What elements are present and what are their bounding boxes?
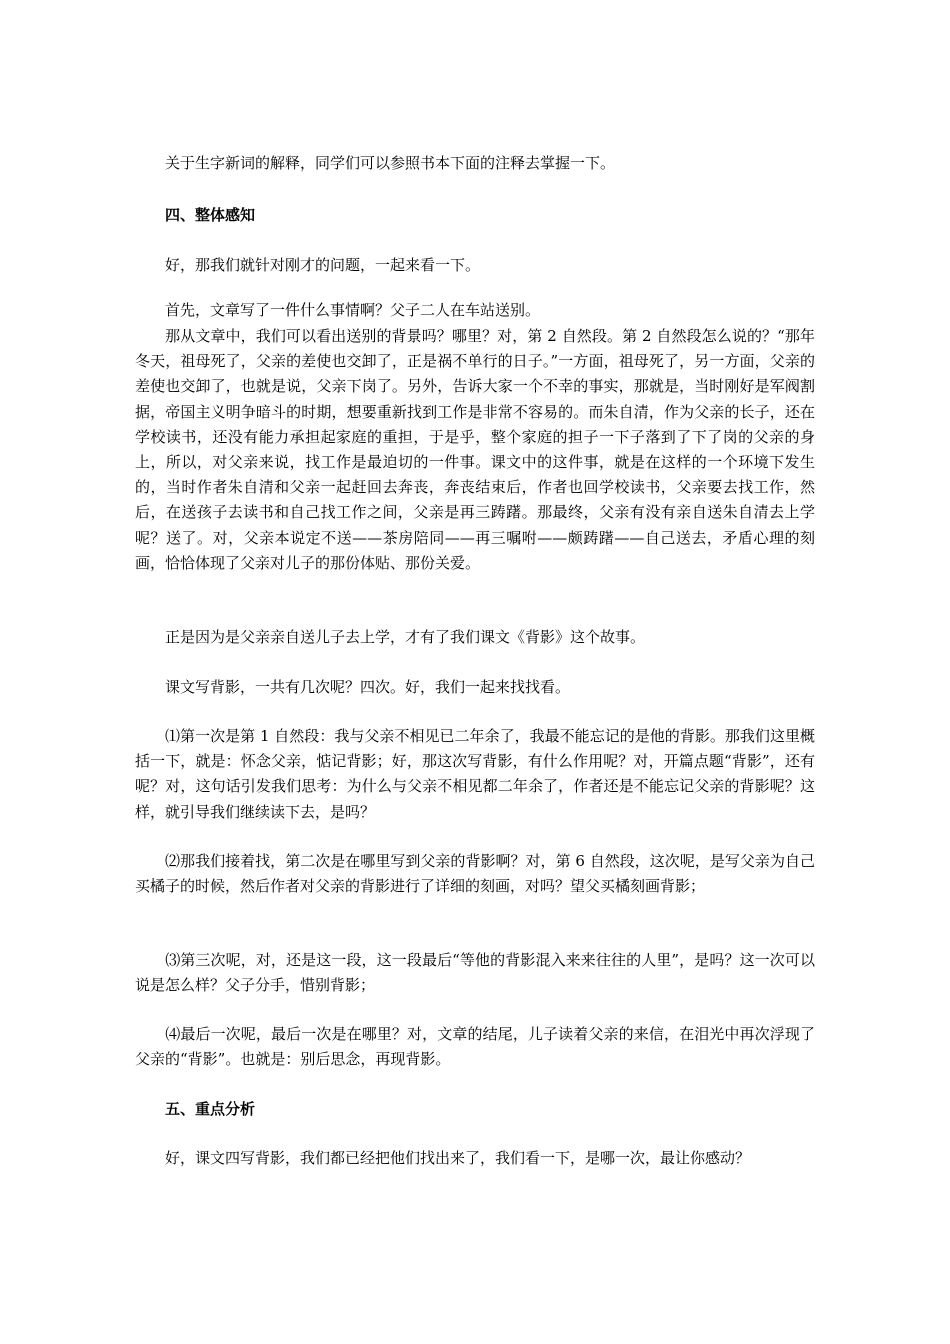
paragraph-first-question: 首先，文章写了一件什么事情啊？父子二人在车站送别。: [135, 301, 541, 319]
paragraph-four-times: 课文写背影，一共有几次呢？四次。好，我们一起来找找看。: [135, 678, 571, 696]
heading-key-analysis: 五、重点分析: [135, 1100, 256, 1118]
paragraph-first-back-view: ⑴第一次是第 1 自然段：我与父亲不相见已二年余了，我最不能忘记的是他的背影。那我们这里概括一下，就是：怀念父亲，惦记背影；好，那这次写背影，有什么作用呢？对，开篇点题“背影”，还有呢？对，这句话引发我们思考：为什么与父亲不相见都二年余了，作者还是不能忘记父亲的背影呢？这样，就引导我们继续读下去，是吗？: [135, 727, 815, 821]
paragraph-background: 那从文章中，我们可以看出送别的背景吗？哪里？对，第 2 自然段。第 2 自然段怎么说的？“那年冬天，祖母死了，父亲的差使也交卸了，正是祸不单行的日子。”一方面，祖母死了，另一方面，父亲的差使也交卸了，也就是说，父亲下岗了。另外，告诉大家一个不幸的事实，那就是，当时刚好是军阀割据，帝国主义明争暗斗的时期，想要重新找到工作是非常不容易的。而朱自清，作为父亲的长子，还在学校读书，还没有能力承担起家庭的重担，于是乎，整个家庭的担子一下子落到了下了岗的父亲的身上，所以，对父亲来说，找工作是最迫切的一件事。课文中的这件事，就是在这样的一个环境下发生的，当时作者朱自清和父亲一起赶回去奔丧，奔丧结束后，作者也回学校读书，父亲要去找工作，然后，在送孩子去读书和自己找工作之间，父亲是再三踌躇。那最终，父亲有没有亲自送朱自清去上学呢？送了。对，父亲本说定不送——茶房陪同——再三嘱咐——颇踌躇——自己送去，矛盾心理的刻画，恰恰体现了父亲对儿子的那份体贴、那份关爱。: [135, 327, 815, 572]
paragraph-second-back-view: ⑵那我们接着找，第二次是在哪里写到父亲的背影啊？对，第 6 自然段，这次呢，是写父亲为自己买橘子的时候，然后作者对父亲的背影进行了详细的刻画，对吗？望父买橘刻画背影；: [135, 852, 815, 896]
heading-overall-perception: 四、整体感知: [135, 206, 256, 224]
paragraph-most-moving: 好，课文四写背影，我们都已经把他们找出来了，我们看一下，是哪一次，最让你感动？: [135, 1149, 751, 1167]
paragraph-fourth-back-view: ⑷最后一次呢，最后一次是在哪里？对，文章的结尾，儿子读着父亲的来信，在泪光中再次浮现了父亲的“背影”。也就是：别后思念，再现背影。: [135, 1025, 815, 1069]
paragraph-third-back-view: ⑶第三次呢，对，还是这一段，这一段最后“等他的背影混入来来往往的人里”，是吗？这一次可以说是怎么样？父子分手，惜别背影；: [135, 951, 815, 995]
paragraph-intro: 好，那我们就针对刚才的问题，一起来看一下。: [135, 256, 481, 274]
paragraph-vocabulary-note: 关于生字新词的解释，同学们可以参照书本下面的注释去掌握一下。: [135, 154, 616, 172]
paragraph-story-origin: 正是因为是父亲亲自送儿子去上学，才有了我们课文《背影》这个故事。: [135, 628, 646, 646]
